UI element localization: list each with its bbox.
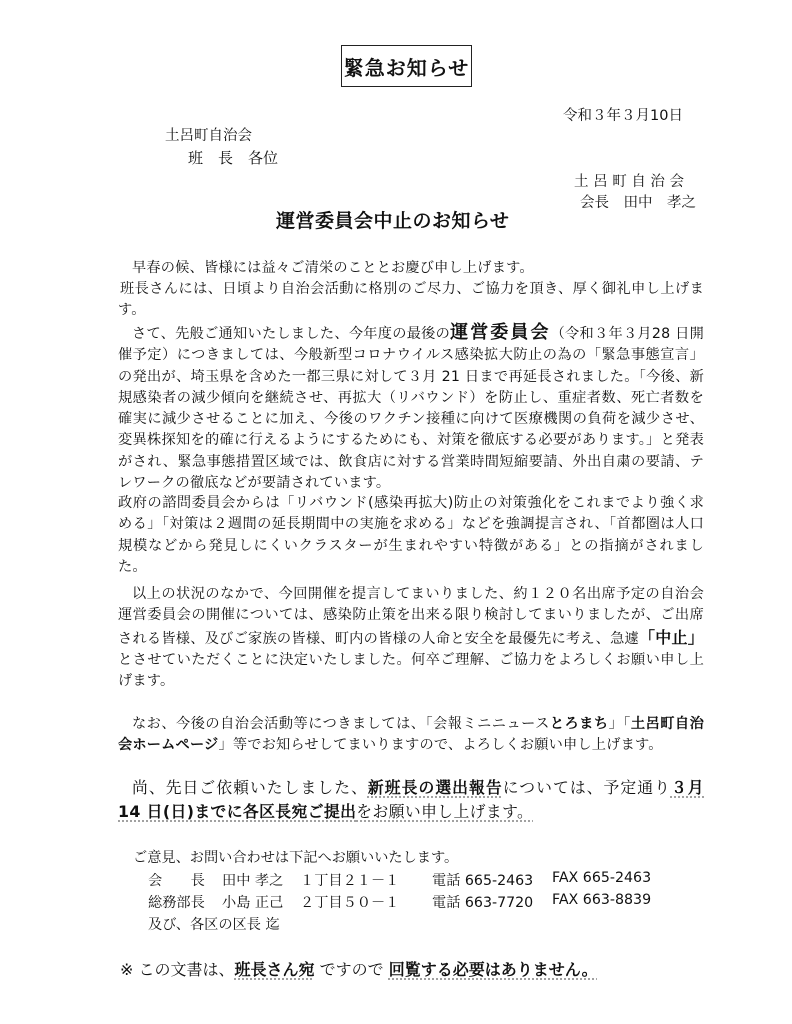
- contact-role: 総務部長: [148, 895, 205, 911]
- report-request: 新班長の選出報告: [367, 778, 503, 797]
- contact-tel: 電話 663-7720: [432, 895, 534, 911]
- cancellation-text: 以上の状況のなかで、今回開催を提言してまいりました、約１２０名出席予定の自治会運営委員会の開催については、感染防止策を出来る限り検討してまいりましたが、ご出席される皆様、及びご家族の皆様、町内の皆様の人命と安全を最優先に考え、急遽「中止」とさせていただくことに決定いたしました。何卒ご理解、ご協力をよろしくお願い申し上げます。: [118, 586, 704, 690]
- page-title: 運営委員会中止のお知らせ: [276, 210, 510, 232]
- paragraph-cancellation: [118, 584, 704, 692]
- contact-fax: FAX 663-8839: [552, 892, 652, 908]
- paragraph-greeting: [118, 258, 704, 279]
- contact-name: 小島 正己: [222, 895, 284, 911]
- notice-title: 緊急お知らせ: [341, 45, 472, 87]
- deadline: ３月 14 日(日)までに各区長宛ご提出: [118, 778, 704, 821]
- contact-name: 田中 孝之: [222, 873, 284, 889]
- situation-text: さて、先般ご通知いたしました、今年度の最後の運営委員会（令和３年３月28 日開催予定）につきましては、今般新型コロナウイルス感染拡大防止の為の「緊急事態宣言」の発出が、埼玉県を含めた一都三県に対して３月 21 日まで再延長されました。「今後、新規感染者の減少傾向を継続させ、再拡大（リバウンド）を防止し、重症者数、死亡者数を確実に減少させることに加え、今後のワクチン接種に向けて医療機関の負荷を減少させ、変異株探知を的確に行えるようにするためにも、対策を徹底する必要があります。」と発表がされ、緊急事態措置区域では、飲食店に対する営業時間短縮要請、外出自粛の要請、テレワークの徹底などが要請されています。: [118, 322, 705, 492]
- paragraph-notice: [118, 714, 704, 757]
- thanks-text: 班長さんには、日頃より自治会活動に格別のご尽力、ご協力を頂き、厚く御礼申し上げます。: [118, 281, 704, 319]
- contact-address: ２丁目５０－１: [300, 895, 400, 911]
- notice-text: なお、今後の自治会活動等につきましては、「会報ミニニュースとろまち」「土呂町自治会ホームページ」等でお知らせしてまいりますので、よろしくお願い申し上げます。: [118, 716, 704, 754]
- cancel-emphasis: 「中止」: [639, 627, 704, 647]
- contact-address: １丁目２１－１: [300, 873, 400, 889]
- newsletter-name: とろまち: [549, 716, 609, 732]
- sender-org: 土 呂 町 自 治 会: [574, 174, 685, 190]
- contact-intro: ご意見、お問い合わせは下記へお願いいたします。: [133, 850, 459, 866]
- greeting-text: 早春の候、皆様には益々ご清栄のこととお慶び申し上げます。: [132, 260, 534, 276]
- circulation-emphasis: 回覧する必要はありません。: [388, 960, 598, 979]
- recipient: 班 長 各位: [188, 149, 279, 167]
- recipient-org: 土呂町自治会: [165, 128, 252, 144]
- contact-fax: FAX 665-2463: [552, 870, 652, 886]
- contact-tail: 及び、各区の区長 迄: [148, 917, 280, 933]
- request-text: 尚、先日ご依頼いたしました、新班長の選出報告については、予定通り３月 14 日(日)までに各区長宛ご提出をお願い申し上げます。: [118, 778, 704, 821]
- footer-note: ※ この文書は、班長さん宛 ですので 回覧する必要はありません。: [120, 960, 598, 979]
- contact-tel: 電話 665-2463: [432, 873, 534, 889]
- paragraph-thanks: [118, 279, 704, 322]
- paragraph-advisory: [118, 493, 704, 578]
- sender: 会長 田中 孝之: [580, 195, 696, 211]
- committee-emphasis: 運営委員会: [450, 322, 551, 343]
- document-date: 令和３年３月10日: [563, 108, 683, 124]
- contact-role: 会 長: [148, 873, 205, 889]
- addressee-emphasis: 班長さん宛: [234, 960, 315, 979]
- paragraph-request: [118, 776, 704, 824]
- homepage-name: 土呂町自治会ホームページ: [118, 716, 704, 754]
- paragraph-situation: [118, 322, 704, 494]
- advisory-text: 政府の諮問委員会からは「リバウンド(感染再拡大)防止の対策強化をこれまでより強く求める」「対策は２週間の延長期間中の実施を求める」などを強調提言され、「首都圏は人口規模などから発見しにくいクラスターが生まれやすい特徴がある」との指摘がされました。: [118, 495, 704, 575]
